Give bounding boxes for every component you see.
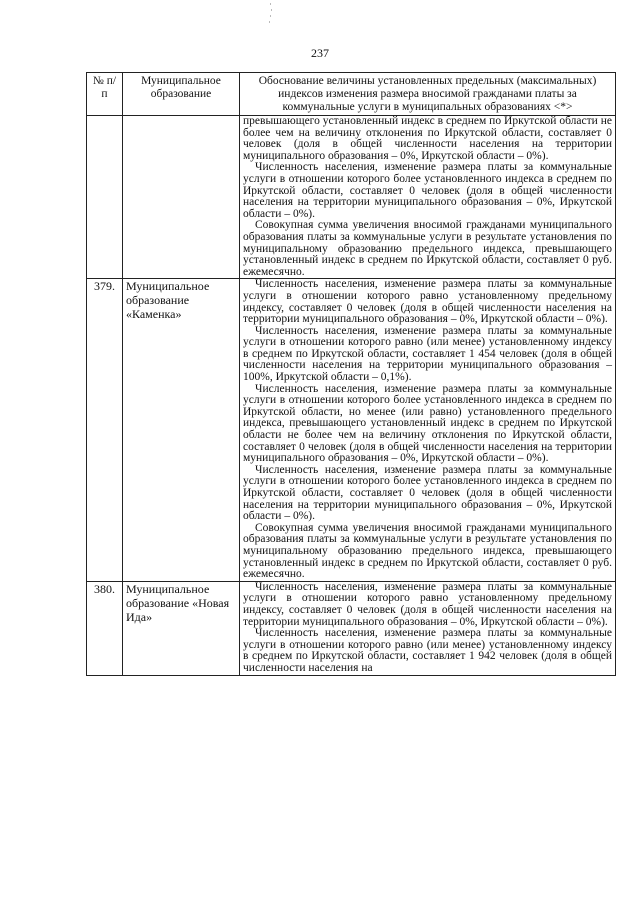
paragraph: превышающего установленный индекс в среднем по Иркутской области не более чем на величину отклонения по Иркутской области, составляет 0 человек (доля в общей численности населения на территории муниципального образования – 0%, Иркутской области – 0%). bbox=[243, 115, 612, 162]
paragraph: Численность населения, изменение размера платы за коммунальные услуги в отношении которого равно установленному предельному индексу, составляет 0 человек (доля в общей численности населения на территории муниципального образования – 0%, Иркутской области – 0%). bbox=[243, 580, 612, 628]
header-justification: Обоснование величины установленных предельных (максимальных) индексов изменения размера вносимой гражданами платы за коммунальные услуги в муниципальных образованиях <*> bbox=[240, 73, 616, 116]
row-justification bbox=[240, 116, 616, 279]
paragraph: Численность населения, изменение размера платы за коммунальные услуги в отношении которого равно установленному предельному индексу, составляет 0 человек (доля в общей численности населения на территории муниципального образования – 0%, Иркутской области – 0%). bbox=[243, 278, 612, 326]
paragraph: Совокупная сумма увеличения вносимой гражданами муниципального образования платы за коммунальные услуги в результате установления по муниципальному образованию предельного индекса, превышающего установленный индекс в среднем по Иркутской области, составляет 0 руб. ежемесячно. bbox=[243, 219, 612, 278]
header-num: № п/п bbox=[87, 73, 123, 116]
row-municipality: Муниципальное образование «Каменка» bbox=[123, 279, 240, 581]
paragraph: Численность населения, изменение размера платы за коммунальные услуги в отношении которого равно (или менее) установленному индексу в среднем по Иркутской области, составляет 1 942 человек (доля в общей численности населения на bbox=[243, 627, 612, 674]
table-row bbox=[87, 116, 616, 279]
header-municipality: Муниципальное образование bbox=[123, 73, 240, 116]
page-number: 237 bbox=[311, 46, 329, 60]
table-row bbox=[87, 279, 616, 581]
tariff-index-table bbox=[86, 72, 616, 676]
row-num: 380. bbox=[87, 581, 123, 675]
paragraph: Численность населения, изменение размера платы за коммунальные услуги в отношении которого более установленного индекса в среднем по Иркутской области, составляет 0 человек (доля в общей численности населения на территории муниципального образования – 0%, Иркутской области – 0%). bbox=[243, 463, 612, 523]
paragraph: Совокупная сумма увеличения вносимой гражданами муниципального образования платы за коммунальные услуги в результате установления по муниципальному образованию предельного индекса, превышающего установленный индекс в среднем по Иркутской области, составляет 0 руб. ежемесячно. bbox=[243, 521, 612, 581]
row-justification bbox=[240, 581, 616, 675]
row-municipality: Муниципальное образование «Новая Ида» bbox=[123, 581, 240, 675]
scan-specks bbox=[268, 0, 274, 28]
row-num bbox=[87, 116, 123, 279]
row-num: 379. bbox=[87, 279, 123, 581]
paragraph: Численность населения, изменение размера платы за коммунальные услуги в отношении которого более установленного индекса в среднем по Иркутской области, но менее (или равно) установленного предельного индекса, превышающего установленный индекс в среднем по Иркутской области не более чем на величину отклонения по Иркутской области, составляет 0 человек (доля в общей численности населения на территории муниципального образования – 0%, Иркутской области – 0%). bbox=[243, 382, 612, 465]
paragraph: Численность населения, изменение размера платы за коммунальные услуги в отношении которого равно (или менее) установленному индексу в среднем по Иркутской области, составляет 1 454 человек (доля в общей численности населения на территории муниципального образования – 100%, Иркутской области – 0,1%). bbox=[243, 324, 612, 384]
paragraph: Численность населения, изменение размера платы за коммунальные услуги в отношении которого более установленного индекса в среднем по Иркутской области, составляет 0 человек (доля в общей численности населения на территории муниципального образования – 0%, Иркутской области – 0%). bbox=[243, 161, 612, 220]
table-row bbox=[87, 581, 616, 675]
table-header-row bbox=[87, 73, 616, 116]
row-justification bbox=[240, 279, 616, 581]
row-municipality bbox=[123, 116, 240, 279]
